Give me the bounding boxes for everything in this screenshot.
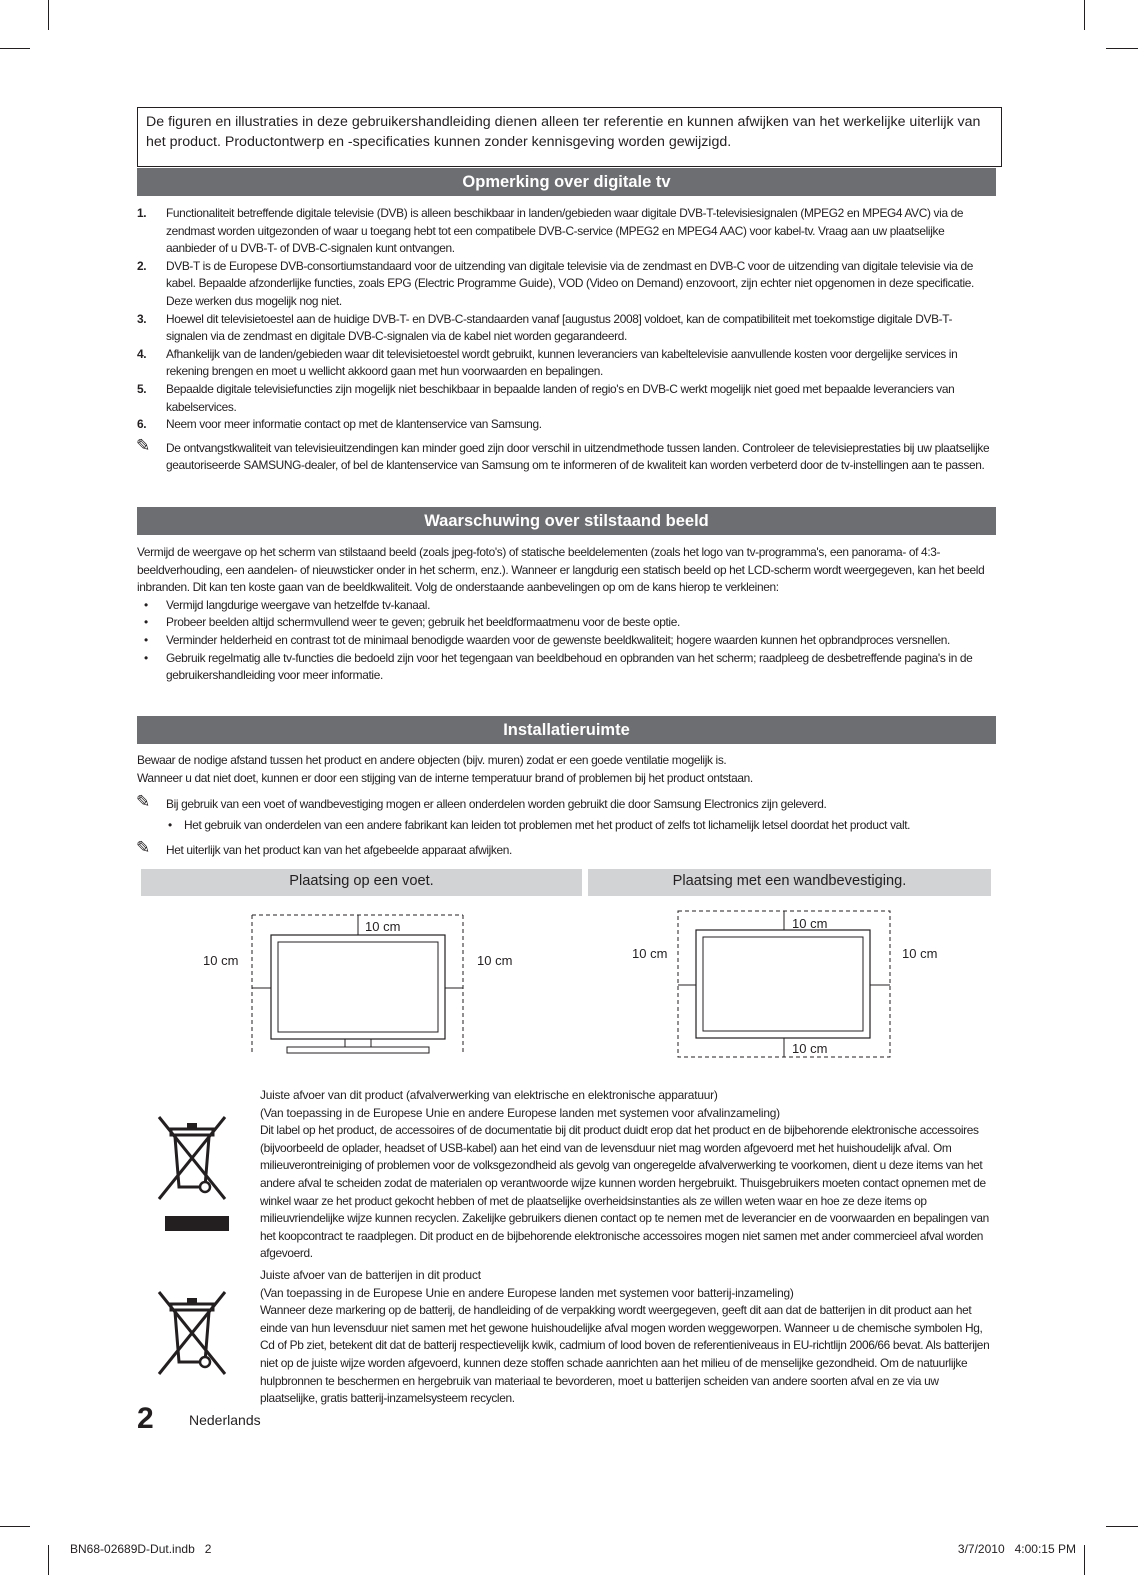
battery-text: Wanneer deze markering op de batterij, de handleiding of de verpakking wordt weergegeven, geeft dit aan dat de batterijen in dit product aan het einde van hun levensduur niet samen met het gewone huishoudelijke afval mogen worden weggeworpen. Wanneer u de chemische symbolen Hg, Cd of Pb ziet, betekent dit dat de batterij respectievelijk kwik, cadmium of lood boven de referentieniveaus in EU-richtlijn 2006/66 bevat. Als batterijen niet op de juiste wijze worden afgevoerd, kunnen deze stoffen schade aanrichten aan het milieu of de menselijke gezondheid. Om de natuurlijke hulpbronnen te beschermen en hergebruik van materiaal te bevorderen, moet u batterijen scheiden van andere soorten afval en ze via uw plaatselijke, gratis batterij-inzamelsysteem recyclen.	[260, 1303, 990, 1406]
digital-tv-list	[137, 205, 993, 475]
battery-heading: Juiste afvoer van de batterijen in dit product	[260, 1268, 481, 1282]
note-pencil-icon: ✎	[136, 838, 150, 859]
still-image-intro: Vermijd de weergave op het scherm van stilstaand beeld (zoals jpeg-foto's) of statische beeldelementen (zoals het logo van tv-programma's, een panorama- of 4:3-beeldverhouding, een aandelen- of nieuwsticker onder in het scherm, enz.). Wanneer er langdurig een statisch beeld op het LCD-scherm wordt weergegeven, kan het beeld inbranden. Dit kan ten koste gaan van de beeldkwaliteit. Volg de onderstaande aanbevelingen op om de kans hierop te verkleinen:	[137, 545, 985, 595]
list-item: 3. Hoewel dit televisietoestel aan de huidige DVB-T- en DVB-C-standaarden vanaf [augustus 2008] voldoet, kan de compatibiliteit met toekomstige digitale DVB-T-signalen via de zendmast en digitale DVB-C-signalen via de kabel niet worden gegarandeerd.	[137, 311, 953, 344]
installation-line: Wanneer u dat niet doet, kunnen er door een stijging van de interne temperatuur brand of problemen bij het product ontstaan.	[137, 770, 753, 785]
dimension-right: 10 cm	[902, 946, 938, 961]
file-slug: BN68-02689D-Dut.indb 2	[70, 1542, 212, 1556]
disposal-section	[260, 1087, 995, 1263]
dimension-left: 10 cm	[632, 946, 668, 961]
battery-subheading: (Van toepassing in de Europese Unie en andere Europese landen met systemen voor batterij-inzameling)	[260, 1285, 794, 1300]
tv-outline	[271, 935, 445, 1039]
weee-bin-icon	[155, 1115, 231, 1233]
crop-mark	[1084, 0, 1085, 30]
battery-section	[260, 1267, 995, 1408]
list-item: 2. DVB-T is de Europese DVB-consortiumstandaard voor de uitzending van digitale televisie via de zendmast en DVB-C voor de uitzending van digitale televisie via de kabel. Bepaalde afzonderlijke functies, zoals EPG (Electric Programme Guide), VOD (Video on Demand) enzovoort, zijn echter niet opgenomen in deze specificatie. Deze werken dus mogelijk nog niet.	[137, 258, 974, 308]
list-item: • Verminder helderheid en contrast tot de minimaal benodigde waarden voor de gewenste beeldkwaliteit; hogere waarden kunnen het opbrandproces versnellen.	[144, 632, 950, 647]
crop-mark	[48, 0, 49, 30]
list-item: • Gebruik regelmatig alle tv-functies die bedoeld zijn voor het tegengaan van beeldbehoud en opbranden van het scherm; raadpleeg de desbetreffende pagina's in de gebruikershandleiding voor meer informatie.	[144, 650, 973, 683]
digital-tv-note: ✎ De ontvangstkwaliteit van televisieuitzendingen kan minder goed zijn door verschil in uitzendmethode tussen landen. Controleer de televisieprestaties bij uw plaatselijke geautoriseerde SAMSUNG-dealer, of bel de klantenservice van Samsung om te informeren of de kwaliteit kan worden verbeterd door de tv-instellingen aan te passen.	[136, 435, 990, 473]
disposal-text: Dit label op het product, de accessoires of de documentatie bij dit product duidt erop dat het product en de bijbehorende elektronische accessoires (bijvoorbeeld de oplader, headset of USB-kabel) aan het eind van de levensduur niet mag worden afgevoerd met het huishoudelijk afval. Om milieuverontreiniging of problemen voor de volksgezondheid als gevolg van ongeregelde afvalverwerking te voorkomen, dient u deze items van het andere afval te scheiden zodat de materialen op verantwoorde wijze kunnen worden hergebruikt. Thuisgebruikers moeten contact opnemen met de winkel waar ze het product gekocht hebben of met de plaatselijke overheidsinstanties als ze willen weten waar en hoe ze deze items op milieuvriendelijke wijze kunnen recyclen. Zakelijke gebruikers dienen contact op te nemen met de leverancier en de voorwaarden en bepalingen van het koopcontract te raadplegen. Dit product en de bijbehorende elektronische accessoires mogen niet samen met ander commercieel afval worden afgevoerd.	[260, 1123, 989, 1261]
stand-mount-heading: Plaatsing op een voet.	[141, 869, 582, 896]
crop-mark	[1106, 1526, 1138, 1527]
note-pencil-icon: ✎	[136, 792, 150, 813]
installation-note: ✎ Bij gebruik van een voet of wandbevestiging mogen er alleen onderdelen worden gebruikt die door Samsung Electronics zijn geleverd.	[136, 792, 827, 813]
crop-mark	[1084, 1545, 1085, 1575]
stand-clearance-diagram	[195, 905, 525, 1060]
disposal-subheading: (Van toepassing in de Europese Unie en andere Europese landen met systemen voor afvalinzameling)	[260, 1105, 780, 1120]
battery-bin-icon	[155, 1290, 231, 1380]
dimension-bottom: 10 cm	[792, 1041, 828, 1056]
still-image-heading: Waarschuwing over stilstaand beeld	[137, 507, 996, 535]
digital-tv-heading: Opmerking over digitale tv	[137, 168, 996, 196]
still-image-body	[137, 544, 995, 685]
installation-line: Bewaar de nodige afstand tussen het product en andere objecten (bijv. muren) zodat er een goede ventilatie mogelijk is.	[137, 753, 727, 767]
crop-mark	[0, 1526, 30, 1527]
installation-heading: Installatieruimte	[137, 716, 996, 744]
crop-mark	[48, 1545, 49, 1575]
tv-outline	[696, 930, 870, 1038]
wall-clearance-diagram	[628, 905, 948, 1060]
list-item: 4. Afhankelijk van de landen/gebieden waar dit televisietoestel wordt gebruikt, kunnen leveranciers van kabeltelevisie aanvullende kosten voor dergelijke services in rekening brengen en moet u wellicht akkoord gaan met hun voorwaarden en bepalingen.	[137, 346, 958, 379]
language-label: Nederlands	[189, 1412, 261, 1428]
crop-mark	[1106, 48, 1138, 49]
dimension-right: 10 cm	[477, 953, 513, 968]
wall-mount-heading: Plaatsing met een wandbevestiging.	[588, 869, 991, 896]
dimension-left: 10 cm	[203, 953, 239, 968]
disposal-heading: Juiste afvoer van dit product (afvalverwerking van elektrische en elektronische apparatuur)	[260, 1088, 718, 1102]
crop-mark	[0, 48, 30, 49]
list-item: • Probeer beelden altijd schermvullend weer te geven; gebruik het beeldformaatmenu voor de beste optie.	[144, 615, 680, 630]
list-item: 6. Neem voor meer informatie contact op met de klantenservice van Samsung.	[137, 417, 542, 432]
list-item: 5. Bepaalde digitale televisiefuncties zijn mogelijk niet beschikbaar in bepaalde landen of regio's en DVB-C werkt mogelijk niet goed met bepaalde leveranciers van kabelservices.	[137, 381, 955, 414]
list-item: • Vermijd langdurige weergave van hetzelfde tv-kanaal.	[144, 597, 431, 612]
page-number: 2	[137, 1402, 154, 1435]
dimension-top: 10 cm	[792, 916, 828, 931]
installation-subnote: • Het gebruik van onderdelen van een andere fabrikant kan leiden tot problemen met het product of zelfs tot lichamelijk letsel doordat het product valt.	[168, 817, 911, 832]
print-timestamp: 3/7/2010 4:00:15 PM	[957, 1542, 1076, 1556]
dimension-top: 10 cm	[365, 919, 401, 934]
installation-body	[137, 752, 995, 860]
list-item: 1. Functionaliteit betreffende digitale televisie (DVB) is alleen beschikbaar in landen/gebieden waar digitale DVB-T-televisiesignalen (MPEG2 en MPEG4 AVC) via de zendmast worden uitgezonden of waar u toegang hebt tot een compatibele DVB-C-service (MPEG2 en MPEG4 AAC) voor kabel-tv. Vraag aan uw plaatselijke aanbieder of u DVB-T- of DVB-C-signalen kunt ontvangen.	[137, 206, 964, 256]
disclaimer-box: De figuren en illustraties in deze gebruikershandleiding dienen alleen ter referentie en kunnen afwijken van het werkelijke uiterlijk van het product. Productontwerp en -specificaties kunnen zonder kennisgeving worden gewijzigd.	[137, 107, 1002, 167]
installation-note: ✎ Het uiterlijk van het product kan van het afgebeelde apparaat afwijken.	[136, 838, 512, 859]
note-pencil-icon: ✎	[136, 435, 150, 456]
